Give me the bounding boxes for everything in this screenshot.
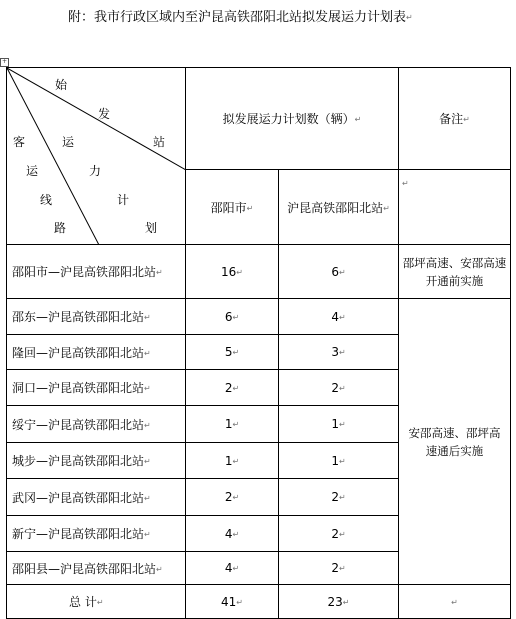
col-header-shaoyang-city: 邵阳市↵ (186, 170, 279, 245)
header-char-left-1: 客 (13, 135, 26, 149)
header-char-left-3: 线 (40, 193, 53, 207)
header-char-top-2: 发 (98, 107, 111, 121)
table-row (7, 245, 511, 299)
total-remarks-cell: ↵ (399, 585, 511, 619)
route-cell: 洞口—沪昆高铁邵阳北站↵ (7, 370, 186, 406)
total-label-cell: 总 计↵ (7, 585, 186, 619)
city-count-cell: 2↵ (186, 370, 279, 406)
header-char-left-4: 路 (54, 221, 67, 235)
north-count-cell: 3↵ (279, 335, 399, 370)
remarks-empty-cell (399, 170, 511, 245)
route-cell: 城步—沪昆高铁邵阳北站↵ (7, 443, 186, 479)
route-cell: 邵阳市—沪昆高铁邵阳北站↵ (7, 245, 186, 299)
paragraph-mark: ↵ (402, 179, 409, 188)
route-cell: 隆回—沪昆高铁邵阳北站↵ (7, 335, 186, 370)
plan-count-header: 拟发展运力计划数（辆）↵ (186, 68, 399, 170)
header-char-mid-3: 计 (117, 193, 130, 207)
route-cell: 武冈—沪昆高铁邵阳北站↵ (7, 479, 186, 516)
total-row (7, 585, 511, 619)
city-count-cell: 1↵ (186, 406, 279, 443)
city-count-cell: 2↵ (186, 479, 279, 516)
header-char-mid-1: 运 (62, 135, 75, 149)
city-count-cell: 6↵ (186, 299, 279, 335)
north-count-cell: 2↵ (279, 370, 399, 406)
table-anchor-icon[interactable]: + (1, 58, 8, 65)
north-count-cell: 2↵ (279, 552, 399, 585)
table-row (7, 299, 511, 335)
diagonal-lines (7, 68, 186, 245)
north-count-cell: 6↵ (279, 245, 399, 299)
total-north-cell: 23↵ (279, 585, 399, 619)
header-char-mid-2: 力 (89, 164, 102, 178)
paragraph-mark: ↵ (354, 115, 362, 124)
transport-plan-table (6, 67, 511, 619)
north-count-cell: 2↵ (279, 516, 399, 552)
city-count-cell: 5↵ (186, 335, 279, 370)
paragraph-mark: ↵ (383, 203, 390, 213)
paragraph-mark: ↵ (246, 203, 254, 213)
north-count-cell: 1↵ (279, 406, 399, 443)
header-char-top-3: 站 (153, 135, 166, 149)
paragraph-mark: ↵ (406, 13, 413, 22)
total-city-cell: 41↵ (186, 585, 279, 619)
city-count-cell: 1↵ (186, 443, 279, 479)
north-count-cell: 4↵ (279, 299, 399, 335)
north-count-cell: 2↵ (279, 479, 399, 516)
header-char-left-2: 运 (26, 164, 39, 178)
city-count-cell: 4↵ (186, 552, 279, 585)
city-count-cell: 4↵ (186, 516, 279, 552)
route-cell: 新宁—沪昆高铁邵阳北站↵ (7, 516, 186, 552)
header-char-mid-4: 划 (145, 221, 158, 235)
city-count-cell: 16↵ (186, 245, 279, 299)
diagonal-header-cell (7, 68, 186, 245)
col-header-north-station: 沪昆高铁邵阳北站↵ (279, 170, 399, 245)
route-cell: 邵阳县—沪昆高铁邵阳北站↵ (7, 552, 186, 585)
remarks-header: 备注↵ (399, 68, 511, 170)
page-title: 附：我市行政区域内至沪昆高铁邵阳北站拟发展运力计划表↵ (68, 10, 413, 25)
paragraph-mark: ↵ (463, 115, 470, 124)
route-cell: 绥宁—沪昆高铁邵阳北站↵ (7, 406, 186, 443)
header-char-top-1: 始 (55, 78, 68, 92)
route-cell: 邵东—沪昆高铁邵阳北站↵ (7, 299, 186, 335)
north-count-cell: 1↵ (279, 443, 399, 479)
note-before-opening: 邵坪高速、安邵高速开通前实施 (399, 245, 511, 299)
note-after-opening: 安邵高速、邵坪高速通后实施 (399, 299, 511, 585)
